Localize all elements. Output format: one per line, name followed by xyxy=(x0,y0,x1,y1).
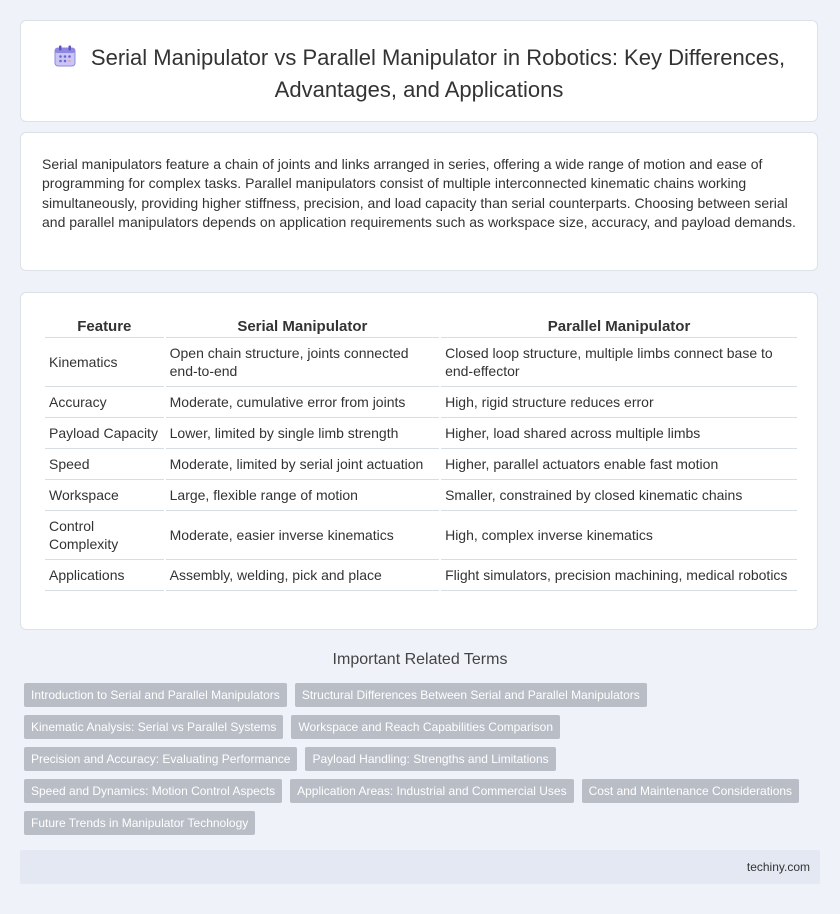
related-term-tag[interactable]: Kinematic Analysis: Serial vs Parallel Systems xyxy=(24,715,283,739)
related-term-tag[interactable]: Future Trends in Manipulator Technology xyxy=(24,811,255,835)
table-cell: Lower, limited by single limb strength xyxy=(166,418,439,449)
table-cell: Applications xyxy=(45,560,164,591)
comparison-table xyxy=(43,315,799,591)
table-cell: Smaller, constrained by closed kinematic chains xyxy=(441,480,797,511)
footer xyxy=(20,850,820,884)
table-cell: Kinematics xyxy=(45,338,164,387)
table-cell: Workspace xyxy=(45,480,164,511)
table-cell: Higher, load shared across multiple limbs xyxy=(441,418,797,449)
table-cell: Assembly, welding, pick and place xyxy=(166,560,439,591)
table-row xyxy=(45,387,797,418)
calendar-icon xyxy=(53,44,77,75)
header-parallel: Parallel Manipulator xyxy=(441,315,797,338)
table-cell: Payload Capacity xyxy=(45,418,164,449)
table-cell: Flight simulators, precision machining, medical robotics xyxy=(441,560,797,591)
table-cell: Moderate, easier inverse kinematics xyxy=(166,511,439,560)
table-row xyxy=(45,560,797,591)
table-row xyxy=(45,511,797,560)
related-term-tag[interactable]: Structural Differences Between Serial and Parallel Manipulators xyxy=(295,683,647,707)
table-row xyxy=(45,480,797,511)
header-serial: Serial Manipulator xyxy=(166,315,439,338)
table-cell: Higher, parallel actuators enable fast motion xyxy=(441,449,797,480)
related-term-tag[interactable]: Speed and Dynamics: Motion Control Aspects xyxy=(24,779,282,803)
related-term-tag[interactable]: Payload Handling: Strengths and Limitations xyxy=(305,747,555,771)
comparison-card xyxy=(20,292,818,630)
table-cell: Accuracy xyxy=(45,387,164,418)
table-cell: Control Complexity xyxy=(45,511,164,560)
related-terms-list xyxy=(24,683,824,843)
header-feature: Feature xyxy=(45,315,164,338)
footer-site-link[interactable]: techiny.com xyxy=(746,860,810,874)
table-cell: Large, flexible range of motion xyxy=(166,480,439,511)
table-row xyxy=(45,338,797,387)
table-cell: Moderate, limited by serial joint actuation xyxy=(166,449,439,480)
table-cell: Speed xyxy=(45,449,164,480)
related-term-tag[interactable]: Workspace and Reach Capabilities Comparison xyxy=(291,715,560,739)
related-term-tag[interactable]: Application Areas: Industrial and Commercial Uses xyxy=(290,779,573,803)
related-term-tag[interactable]: Cost and Maintenance Considerations xyxy=(582,779,799,803)
table-cell: High, rigid structure reduces error xyxy=(441,387,797,418)
intro-paragraph: Serial manipulators feature a chain of joints and links arranged in series, offering a wide range of motion and ease of programming for complex tasks. Parallel manipulators consist of multiple interconnected kinematic chains working simultaneously, providing higher stiffness, precision, and load capacity than serial counterparts. Choosing between serial and parallel manipulators depends on application requirements such as workspace size, accuracy, and payload demands. xyxy=(42,156,796,231)
table-cell: Moderate, cumulative error from joints xyxy=(166,387,439,418)
table-header-row xyxy=(45,315,797,338)
page-title xyxy=(21,43,817,104)
related-terms-heading: Important Related Terms xyxy=(332,651,508,668)
related-term-tag[interactable]: Introduction to Serial and Parallel Manipulators xyxy=(24,683,287,707)
table-row xyxy=(45,418,797,449)
table-cell: Closed loop structure, multiple limbs connect base to end-effector xyxy=(441,338,797,387)
table-row xyxy=(45,449,797,480)
table-cell: High, complex inverse kinematics xyxy=(441,511,797,560)
title-card xyxy=(20,20,818,122)
table-cell: Open chain structure, joints connected end-to-end xyxy=(166,338,439,387)
related-term-tag[interactable]: Precision and Accuracy: Evaluating Performance xyxy=(24,747,297,771)
intro-card xyxy=(20,132,818,271)
page-title-text: Serial Manipulator vs Parallel Manipulator in Robotics: Key Differences, Advantages, and Applications xyxy=(90,45,786,102)
